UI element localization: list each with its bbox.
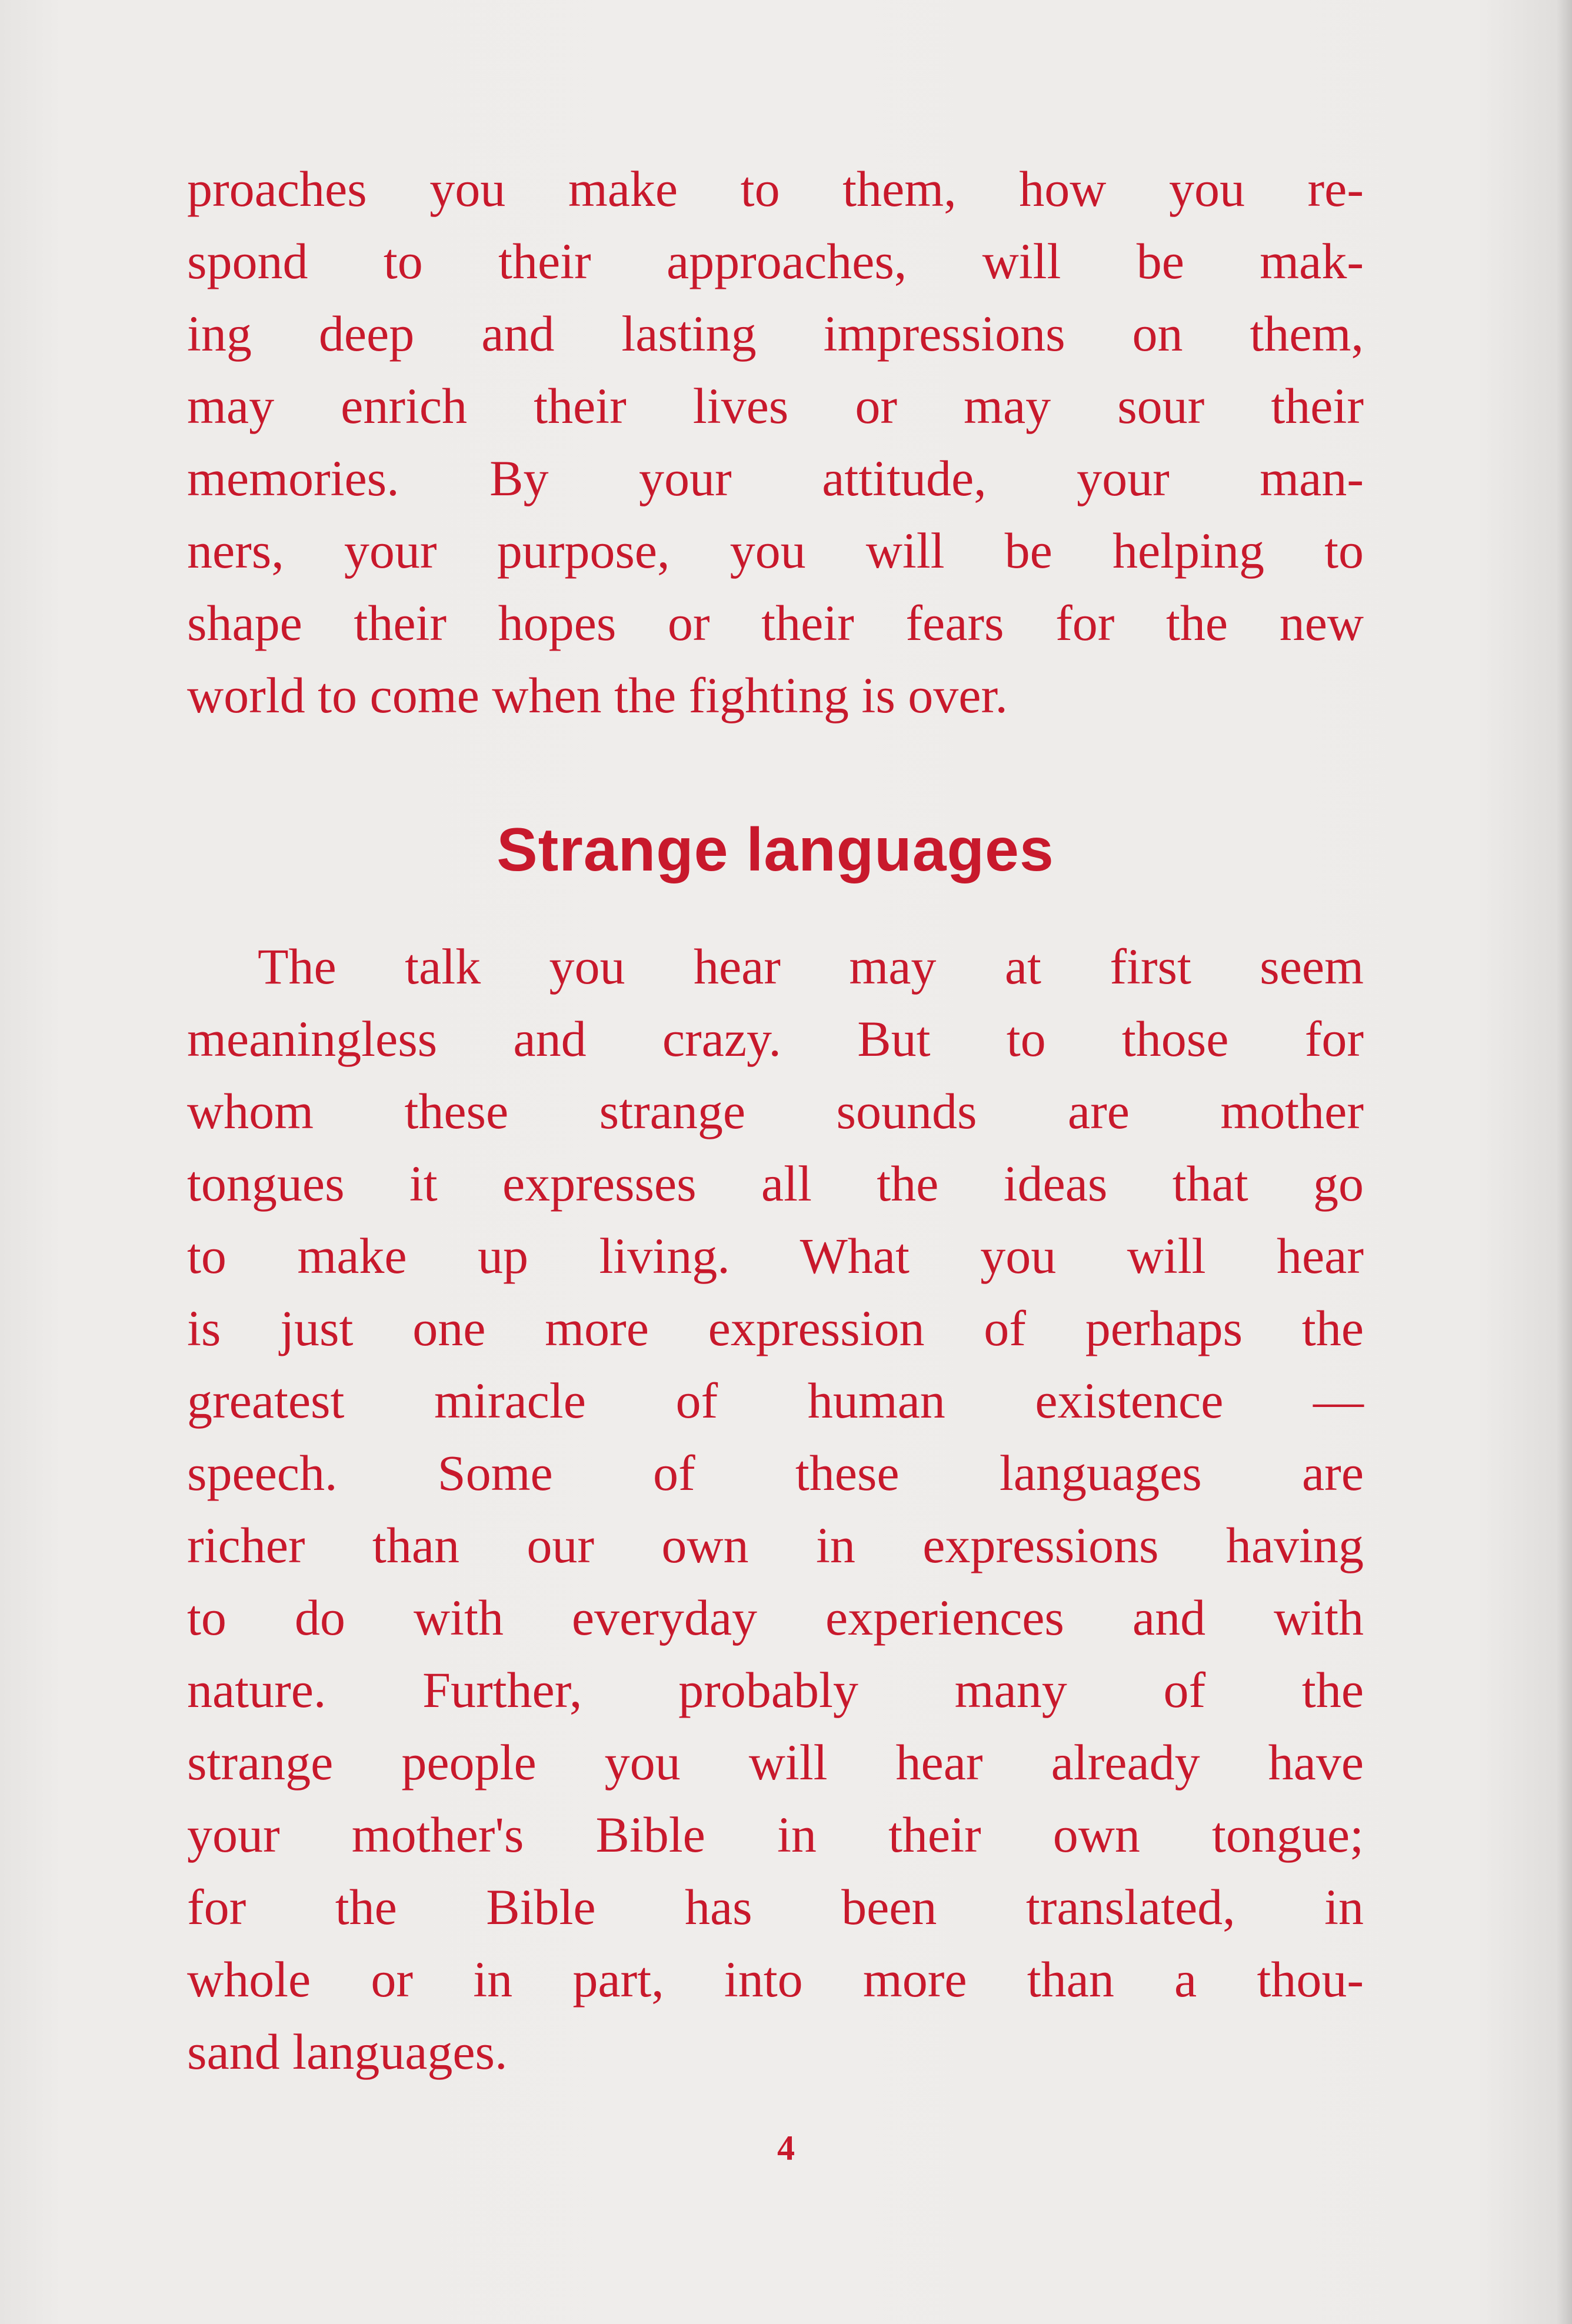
section-heading: Strange languages [497,816,1054,884]
text-line: speech. Some of these languages are [187,1445,1364,1501]
paragraph-continued [187,153,1364,732]
text-line: meaningless and crazy. But to those for [187,1011,1364,1067]
page-edge-shadow [1557,0,1572,2324]
text-line: proaches you make to them, how you re- [187,161,1364,217]
text-line: whom these strange sounds are mother [187,1083,1364,1139]
text-line: may enrich their lives or may sour their [187,378,1364,434]
text-line: is just one more expression of perhaps the [187,1300,1364,1356]
text-line: greatest miracle of human existence — [187,1372,1364,1429]
page-number: 4 [777,2129,795,2168]
text-line: strange people you will hear already have [187,1734,1364,1790]
text-line: tongues it expresses all the ideas that go [187,1155,1364,1212]
text-line: ners, your purpose, you will be helping to [187,522,1364,579]
text-line: spond to their approaches, will be mak- [187,233,1364,289]
text-line: your mother's Bible in their own tongue; [187,1806,1364,1863]
text-line: richer than our own in expressions having [187,1517,1364,1573]
text-line: memories. By your attitude, your man- [187,450,1364,506]
text-line: sand languages. [187,2023,508,2080]
text-line: shape their hopes or their fears for the new [187,595,1364,651]
text-line: The talk you hear may at first seem [258,938,1364,995]
text-line: for the Bible has been translated, in [187,1879,1364,1935]
text-line: whole or in part, into more than a thou- [187,1951,1364,2008]
text-line: ing deep and lasting impressions on them, [187,305,1364,362]
paragraph-strange-languages [187,931,1364,2088]
text-line: to do with everyday experiences and with [187,1589,1364,1646]
text-line: to make up living. What you will hear [187,1228,1364,1284]
text-line: world to come when the fighting is over. [187,667,1008,723]
text-line: nature. Further, probably many of the [187,1662,1364,1718]
